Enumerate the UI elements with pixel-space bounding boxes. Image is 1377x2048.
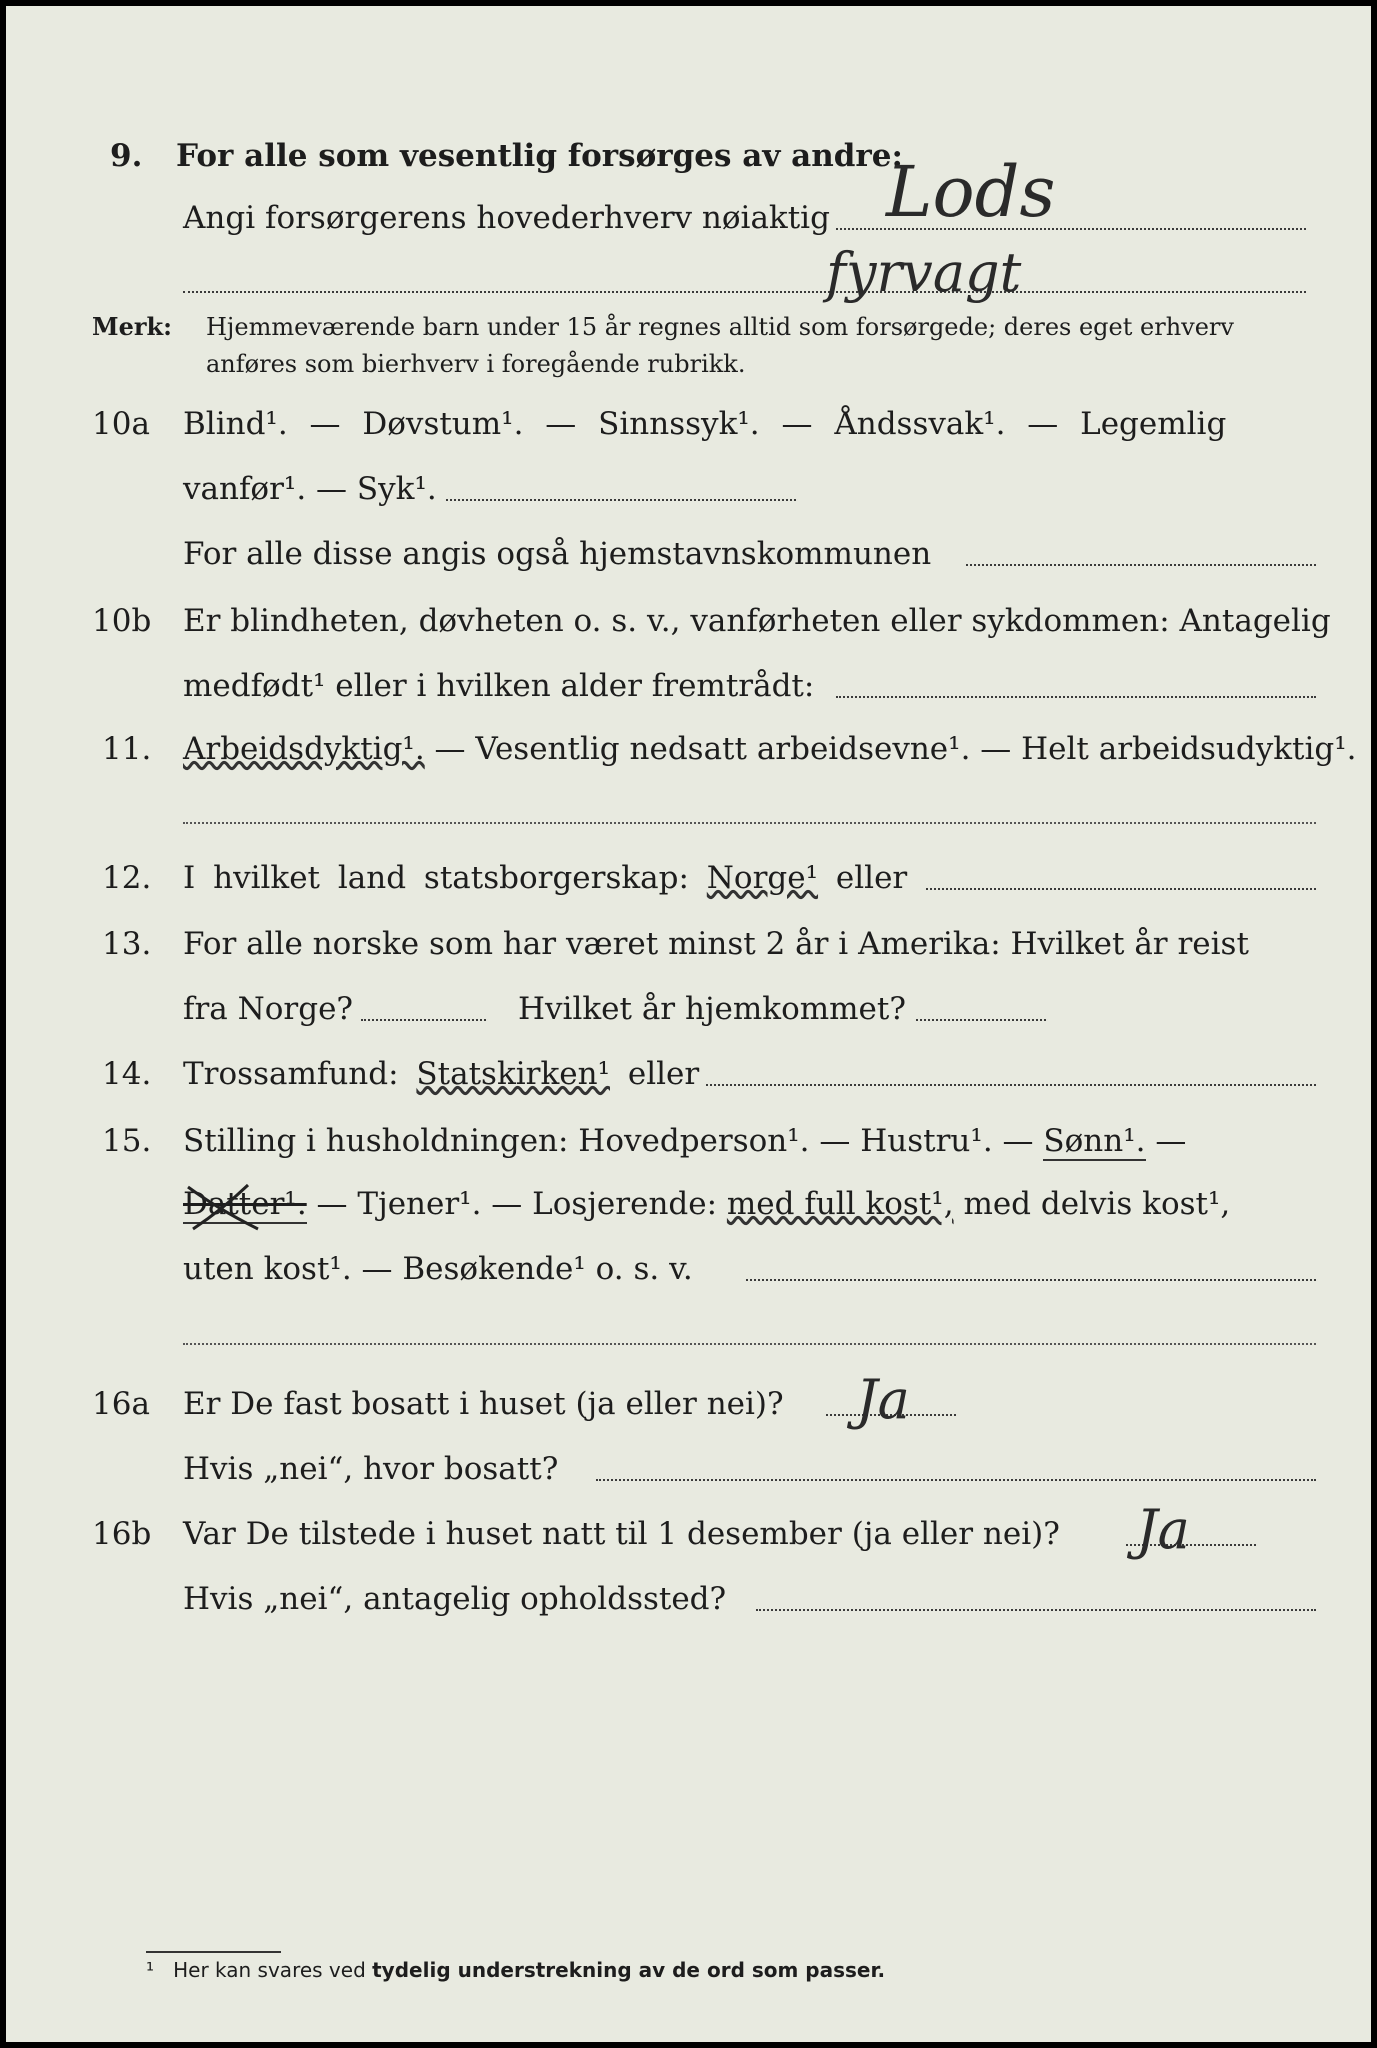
- q12-text: [183, 858, 907, 898]
- q15-text-1c: —: [1155, 1123, 1187, 1159]
- q9-answer-line-2: [183, 291, 1306, 293]
- q14-number: 14.: [102, 1056, 152, 1092]
- q10b-number: 10b: [92, 603, 152, 639]
- q15-text-1a: Stilling i husholdningen: Hovedperson¹. — Hustru¹. —: [183, 1123, 1034, 1159]
- q11-answer-line: [183, 822, 1316, 824]
- q16a-text-2: Hvis „nei“, hvor bosatt?: [183, 1451, 559, 1487]
- q10a-number: 10a: [92, 406, 150, 442]
- footnote-rule: [146, 1951, 281, 1953]
- census-form-page: [6, 6, 1371, 2042]
- q15-text-2: [183, 1184, 1230, 1224]
- footnote-mark: ¹: [146, 1958, 155, 1982]
- q14-text: [183, 1054, 699, 1094]
- q16b-opholdssted-line: [756, 1609, 1316, 1611]
- q11-number: 11.: [102, 731, 152, 767]
- q12-suffix: eller: [835, 860, 908, 896]
- q12-prefix: I hvilket land statsborgerskap:: [183, 860, 689, 896]
- q15-text-1: [183, 1121, 1186, 1161]
- q16a-bosatt-line: [596, 1479, 1316, 1481]
- q14-prefix: Trossamfund:: [183, 1056, 399, 1092]
- merk-text-1: Hjemmeværende barn under 15 år regnes alltid som forsørgede; deres eget erhverv: [206, 313, 1234, 341]
- q9-number: 9.: [110, 138, 143, 174]
- q12-norge-underlined: Norge¹: [706, 860, 819, 896]
- q9-answer-handwritten-2: fyrvagt: [826, 241, 1022, 304]
- q11-text-rest: — Vesentlig nedsatt arbeidsevne¹. — Helt arbeidsudyktig¹.: [424, 731, 1357, 767]
- footnote: [146, 1958, 885, 1982]
- q12-number: 12.: [102, 860, 152, 896]
- q16b-number: 16b: [92, 1516, 152, 1552]
- q11-text: [183, 729, 1357, 769]
- q10a-syk-line: [446, 499, 796, 501]
- q15-cross-mark: [178, 1179, 268, 1239]
- q10a-text-3: For alle disse angis også hjemstavnskommunen: [183, 536, 932, 572]
- merk-label: Merk:: [92, 312, 172, 341]
- q15-text-2d: med delvis kost¹,: [963, 1186, 1231, 1222]
- q10b-text-1: Er blindheten, døvheten o. s. v., vanførheten eller sykdommen: Antagelig: [183, 603, 1331, 639]
- q11-arbeidsdyktig-underlined: Arbeidsdyktig¹.: [183, 731, 425, 767]
- q10a-text-1: Blind¹. — Døvstum¹. — Sinnssyk¹. — Åndssvak¹. — Legemlig: [183, 406, 1227, 442]
- q15-text-3: uten kost¹. — Besøkende¹ o. s. v.: [183, 1251, 693, 1287]
- q13-text-2b: Hvilket år hjemkommet?: [518, 991, 906, 1027]
- q9-question: For alle som vesentlig forsørges av andre:: [176, 138, 903, 174]
- q16b-text-2: Hvis „nei“, antagelig opholdssted?: [183, 1581, 727, 1617]
- q10b-answer-line: [836, 696, 1316, 698]
- footnote-text-b: tydelig understrekning av de ord som passer.: [372, 1958, 886, 1982]
- q15-answer-line: [746, 1279, 1316, 1281]
- q16a-number: 16a: [92, 1386, 150, 1422]
- q14-suffix: eller: [627, 1056, 700, 1092]
- q10b-text-2: medfødt¹ eller i hvilken alder fremtrådt:: [183, 668, 815, 704]
- q15-number: 15.: [102, 1123, 152, 1159]
- q9-question-2: Angi forsørgerens hovederhverv nøiaktig: [183, 200, 830, 236]
- q13-reist-line: [361, 1019, 486, 1021]
- q15-answer-line-2: [183, 1343, 1316, 1345]
- q10a-kommune-line: [966, 564, 1316, 566]
- q13-hjemkommet-line: [916, 1019, 1046, 1021]
- q10a-text-2: vanfør¹. — Syk¹.: [183, 471, 437, 507]
- q16b-answer-handwritten: Ja: [1136, 1498, 1190, 1561]
- footnote-text-a: Her kan svares ved: [173, 1958, 366, 1982]
- q14-answer-line: [706, 1084, 1316, 1086]
- merk-text-2: anføres som bierhverv i foregående rubrikk.: [206, 350, 746, 378]
- q16b-text-1: Var De tilstede i huset natt til 1 desember (ja eller nei)?: [183, 1516, 1060, 1552]
- q15-text-2b: — Tjener¹. — Losjerende:: [306, 1186, 718, 1222]
- q16a-answer-handwritten: Ja: [856, 1368, 910, 1431]
- q15-sonn-underlined: Sønn¹.: [1043, 1123, 1146, 1159]
- q16a-text-1: Er De fast bosatt i huset (ja eller nei)?: [183, 1386, 784, 1422]
- q13-text-1: For alle norske som har været minst 2 år i Amerika: Hvilket år reist: [183, 926, 1249, 962]
- q13-number: 13.: [102, 926, 152, 962]
- q15-full-kost-underlined: med full kost¹,: [726, 1186, 954, 1222]
- q12-answer-line: [926, 888, 1316, 890]
- q13-text-2a: fra Norge?: [183, 991, 354, 1027]
- q15-datter-crossed: Datter¹.: [183, 1186, 307, 1222]
- q9-answer-handwritten: Lods: [886, 151, 1056, 233]
- q14-statskirken-underlined: Statskirken¹: [416, 1056, 610, 1092]
